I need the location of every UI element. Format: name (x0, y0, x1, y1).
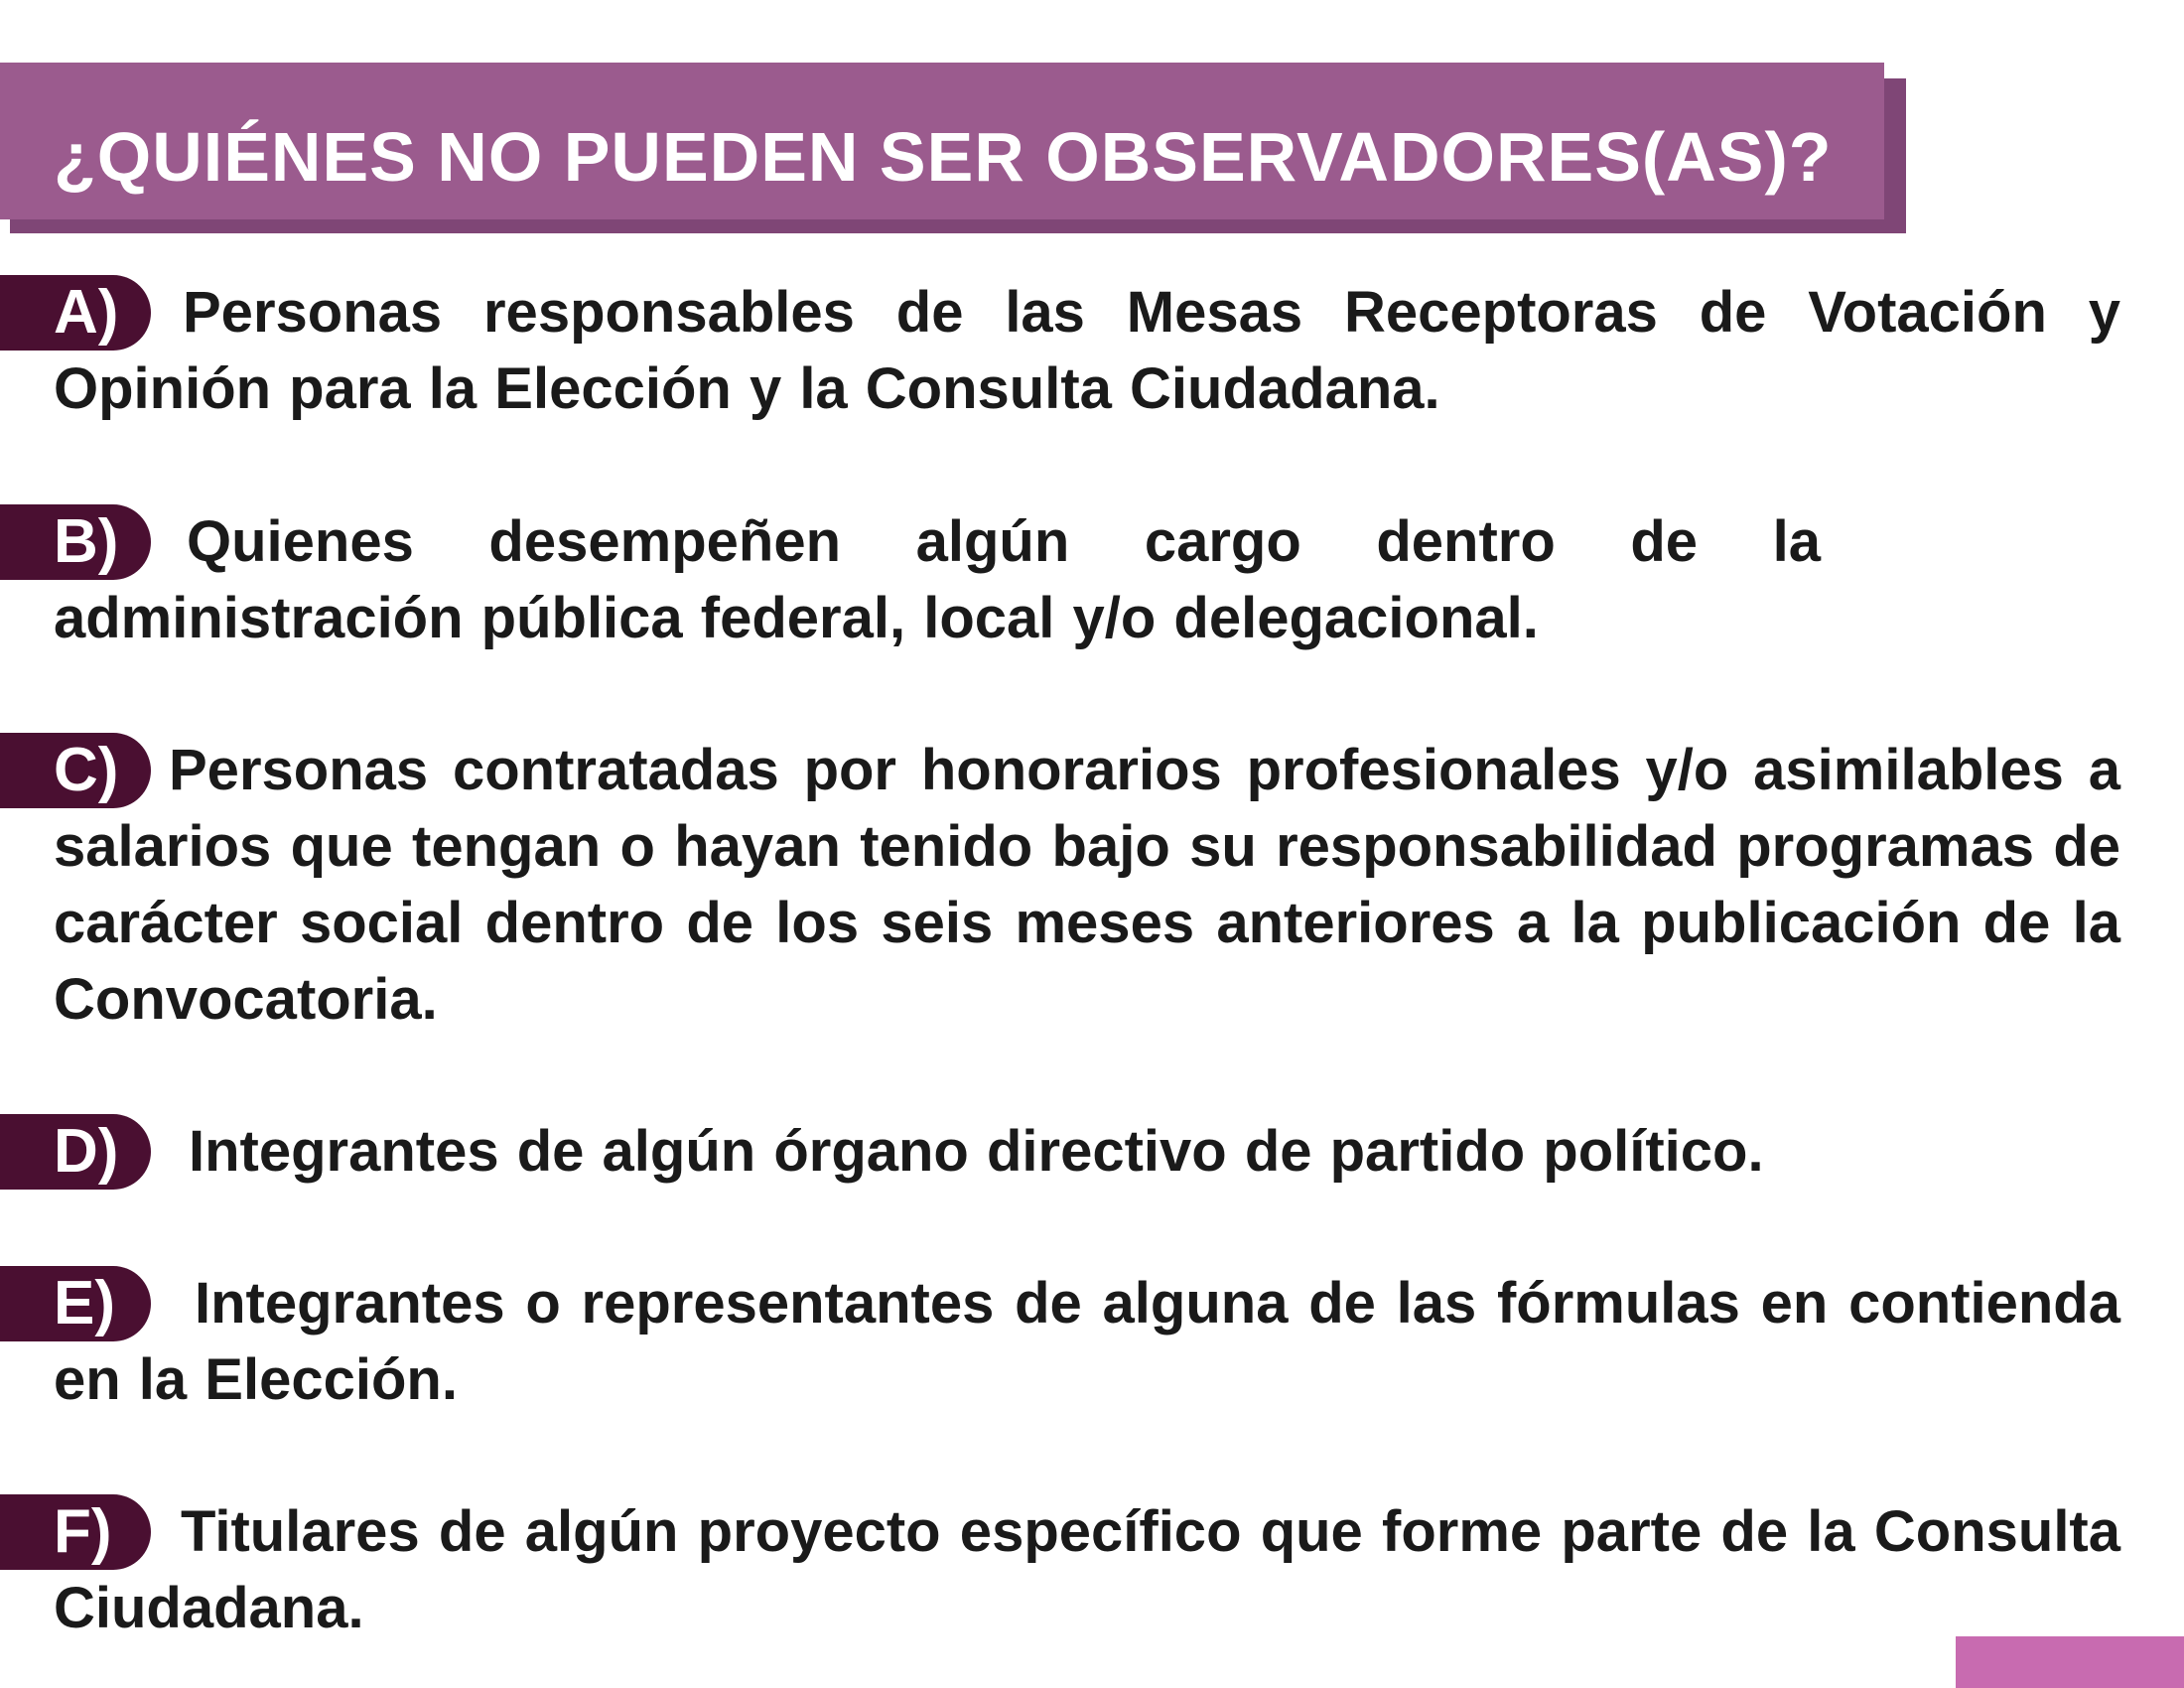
list-item-text: Personas contratadas por honorarios profesionales y/o asimilables a salarios que tengan o hayan tenido bajo su responsabilidad programas de carácter social dentro de los seis meses anteriores a la publicación de la Convocatoria. (54, 738, 2120, 1032)
item-label: A) (54, 278, 119, 347)
list-item-text: Quienes desempeñen algún cargo dentro de la administración pública federal, local y/o delegacional. (54, 509, 1821, 650)
list-item-text: Integrantes de algún órgano directivo de partido político. (189, 1119, 1764, 1184)
list-item-text: Personas responsables de las Mesas Receptoras de Votación y Opinión para la Elección y la Consulta Ciudadana. (54, 280, 2120, 421)
list-item-text: Integrantes o representantes de alguna de las fórmulas en contienda en la Elección. (54, 1271, 2120, 1412)
item-label: C) (54, 736, 119, 804)
corner-accent-block (1956, 1636, 2184, 1688)
list-item-text: Titulares de algún proyecto específico que forme parte de la Consulta Ciudadana. (54, 1499, 2120, 1640)
item-label: E) (54, 1269, 115, 1337)
item-label: D) (54, 1117, 119, 1186)
item-label: B) (54, 507, 119, 576)
item-label: F) (54, 1497, 112, 1566)
page-title: ¿QUIÉNES NO PUEDEN SER OBSERVADORES(AS)? (54, 118, 1833, 196)
